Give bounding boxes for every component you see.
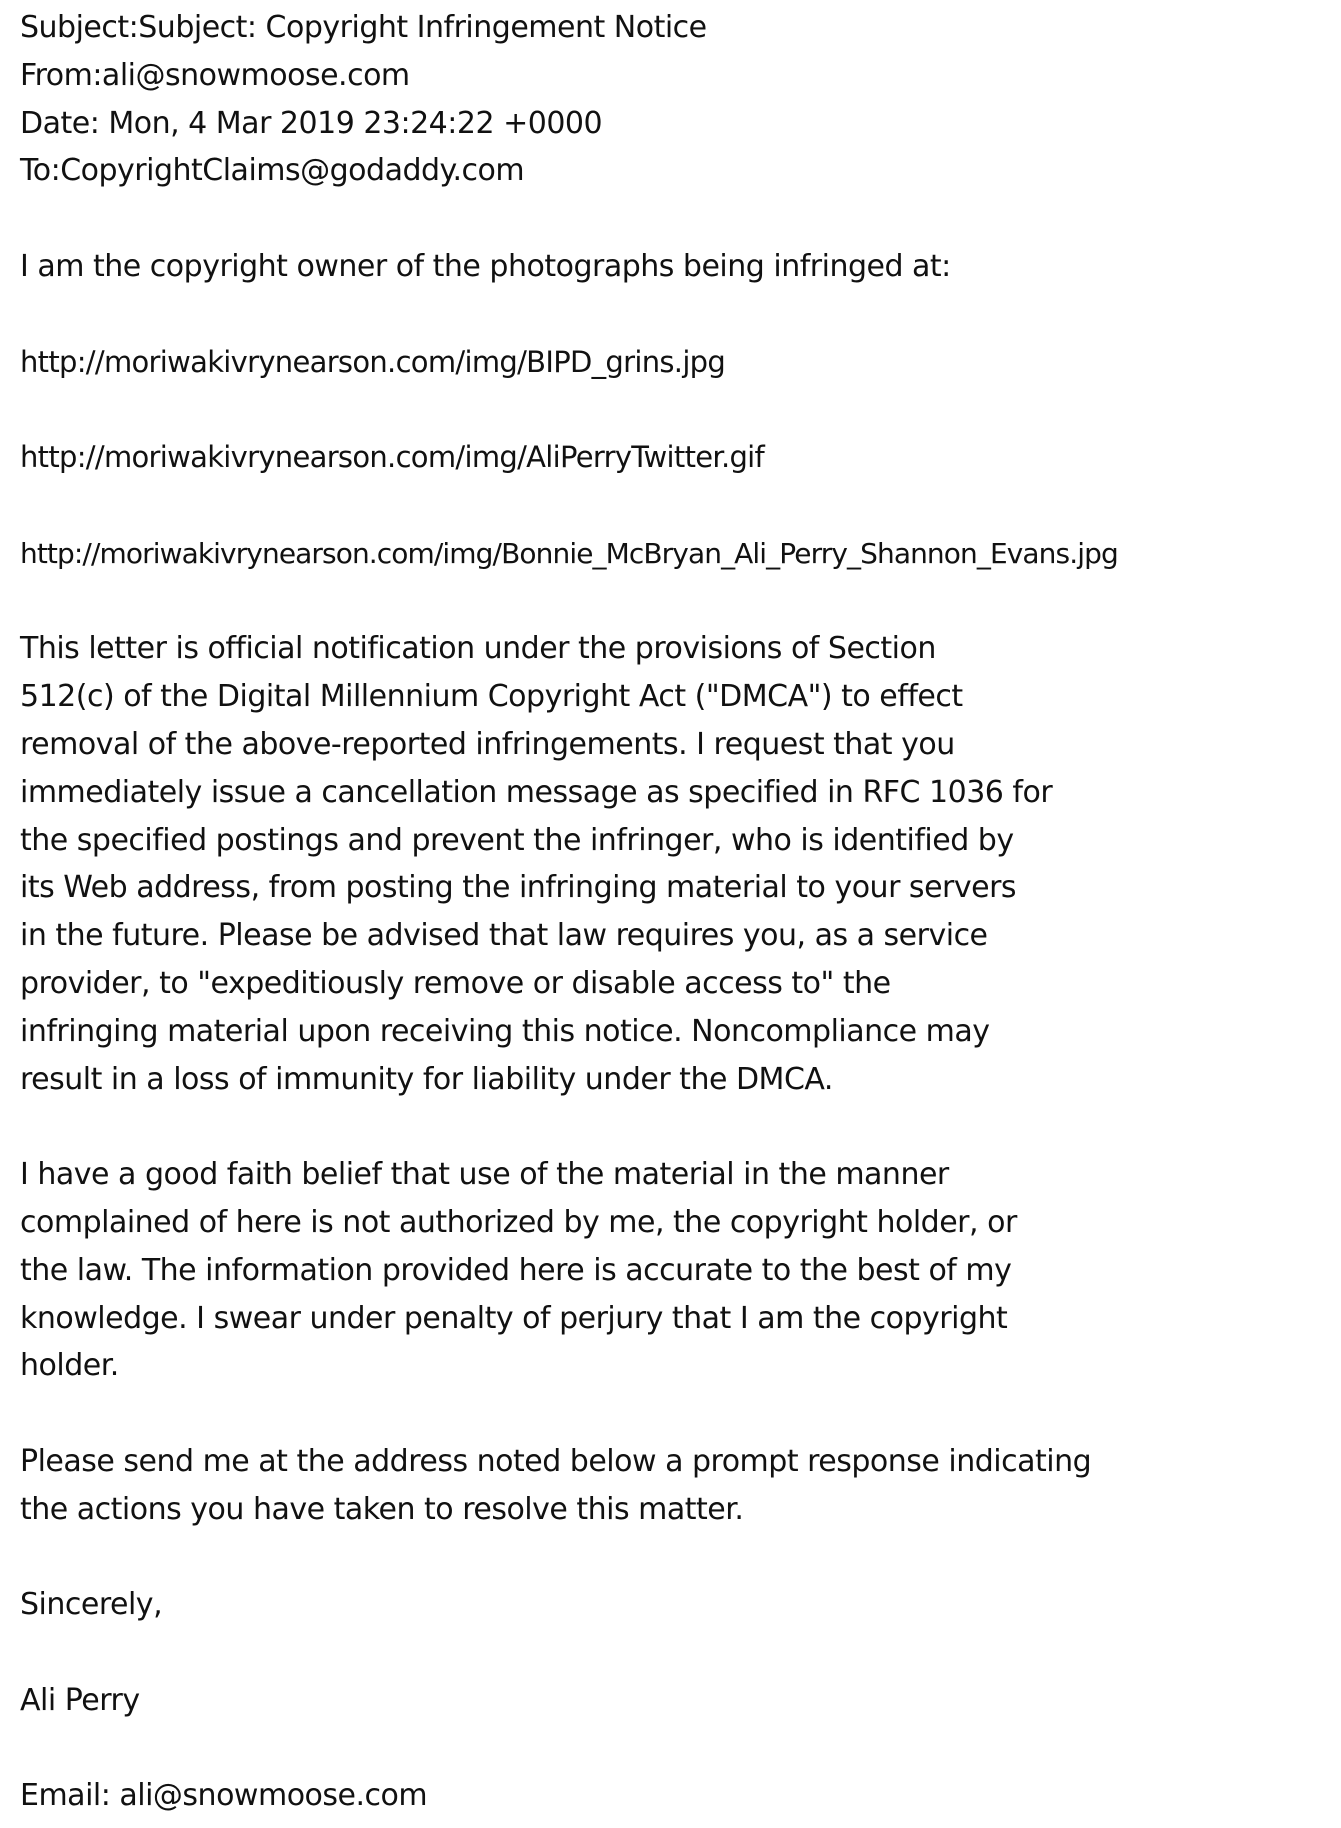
paragraph-line: knowledge. I swear under penalty of perjury that I am the copyright (20, 1300, 1008, 1336)
date-line: Date: Mon, 4 Mar 2019 23:24:22 +0000 (20, 105, 603, 141)
subject-line: Subject:Subject: Copyright Infringement Notice (20, 10, 707, 45)
to-line: To:CopyrightClaims@godaddy.com (20, 153, 525, 189)
paragraph-line: result in a loss of immunity for liability under the DMCA. (20, 1061, 833, 1097)
infringing-url-1: http://moriwakivrynearson.com/img/BIPD_grins.jpg (20, 344, 726, 379)
dmca-notification-paragraph (20, 625, 1341, 1103)
paragraph-line: the actions you have taken to resolve this matter. (20, 1491, 744, 1527)
paragraph-line: the law. The information provided here is accurate to the best of my (20, 1252, 1012, 1288)
spacer (20, 1725, 1341, 1773)
intro-text: I am the copyright owner of the photographs being infringed at: (20, 248, 951, 284)
paragraph-line: complained of here is not authorized by me, the copyright holder, or (20, 1204, 1017, 1240)
good-faith-paragraph (20, 1151, 1341, 1390)
spacer (20, 1103, 1341, 1151)
paragraph-line: holder. (20, 1348, 119, 1384)
paragraph-line: in the future. Please be advised that law requires you, as a service (20, 918, 988, 954)
paragraph-line: the specified postings and prevent the infringer, who is identified by (20, 822, 1014, 858)
spacer (20, 386, 1341, 434)
spacer (20, 1534, 1341, 1582)
spacer (20, 195, 1341, 243)
signature-name: Ali Perry (20, 1682, 140, 1718)
paragraph-line: 512(c) of the Digital Millennium Copyright Act ("DMCA") to effect (20, 679, 963, 715)
spacer (20, 1629, 1341, 1677)
spacer (20, 578, 1341, 626)
paragraph-line: removal of the above-reported infringements. I request that you (20, 726, 955, 762)
email-header (20, 4, 1341, 195)
contact-email: Email: ali@snowmoose.com (20, 1778, 428, 1814)
paragraph-line: This letter is official notification under the provisions of Section (20, 631, 936, 667)
from-line: From:ali@snowmoose.com (20, 57, 410, 93)
paragraph-line: I have a good faith belief that use of the material in the manner (20, 1157, 949, 1193)
paragraph-line: immediately issue a cancellation message as specified in RFC 1036 for (20, 774, 1053, 810)
infringing-url-2: http://moriwakivrynearson.com/img/AliPerryTwitter.gif (20, 440, 765, 475)
closing-text: Sincerely, (20, 1587, 163, 1623)
response-request-paragraph (20, 1438, 1341, 1534)
spacer (20, 482, 1341, 530)
spacer (20, 291, 1341, 339)
paragraph-line: its Web address, from posting the infringing material to your servers (20, 870, 1017, 906)
paragraph-line: Please send me at the address noted below a prompt response indicating (20, 1443, 1092, 1479)
spacer (20, 1390, 1341, 1438)
paragraph-line: provider, to "expeditiously remove or disable access to" the (20, 965, 891, 1001)
infringing-url-3: http://moriwakivrynearson.com/img/Bonnie_McBryan_Ali_Perry_Shannon_Evans.jpg (20, 536, 1118, 570)
paragraph-line: infringing material upon receiving this notice. Noncompliance may (20, 1013, 990, 1049)
